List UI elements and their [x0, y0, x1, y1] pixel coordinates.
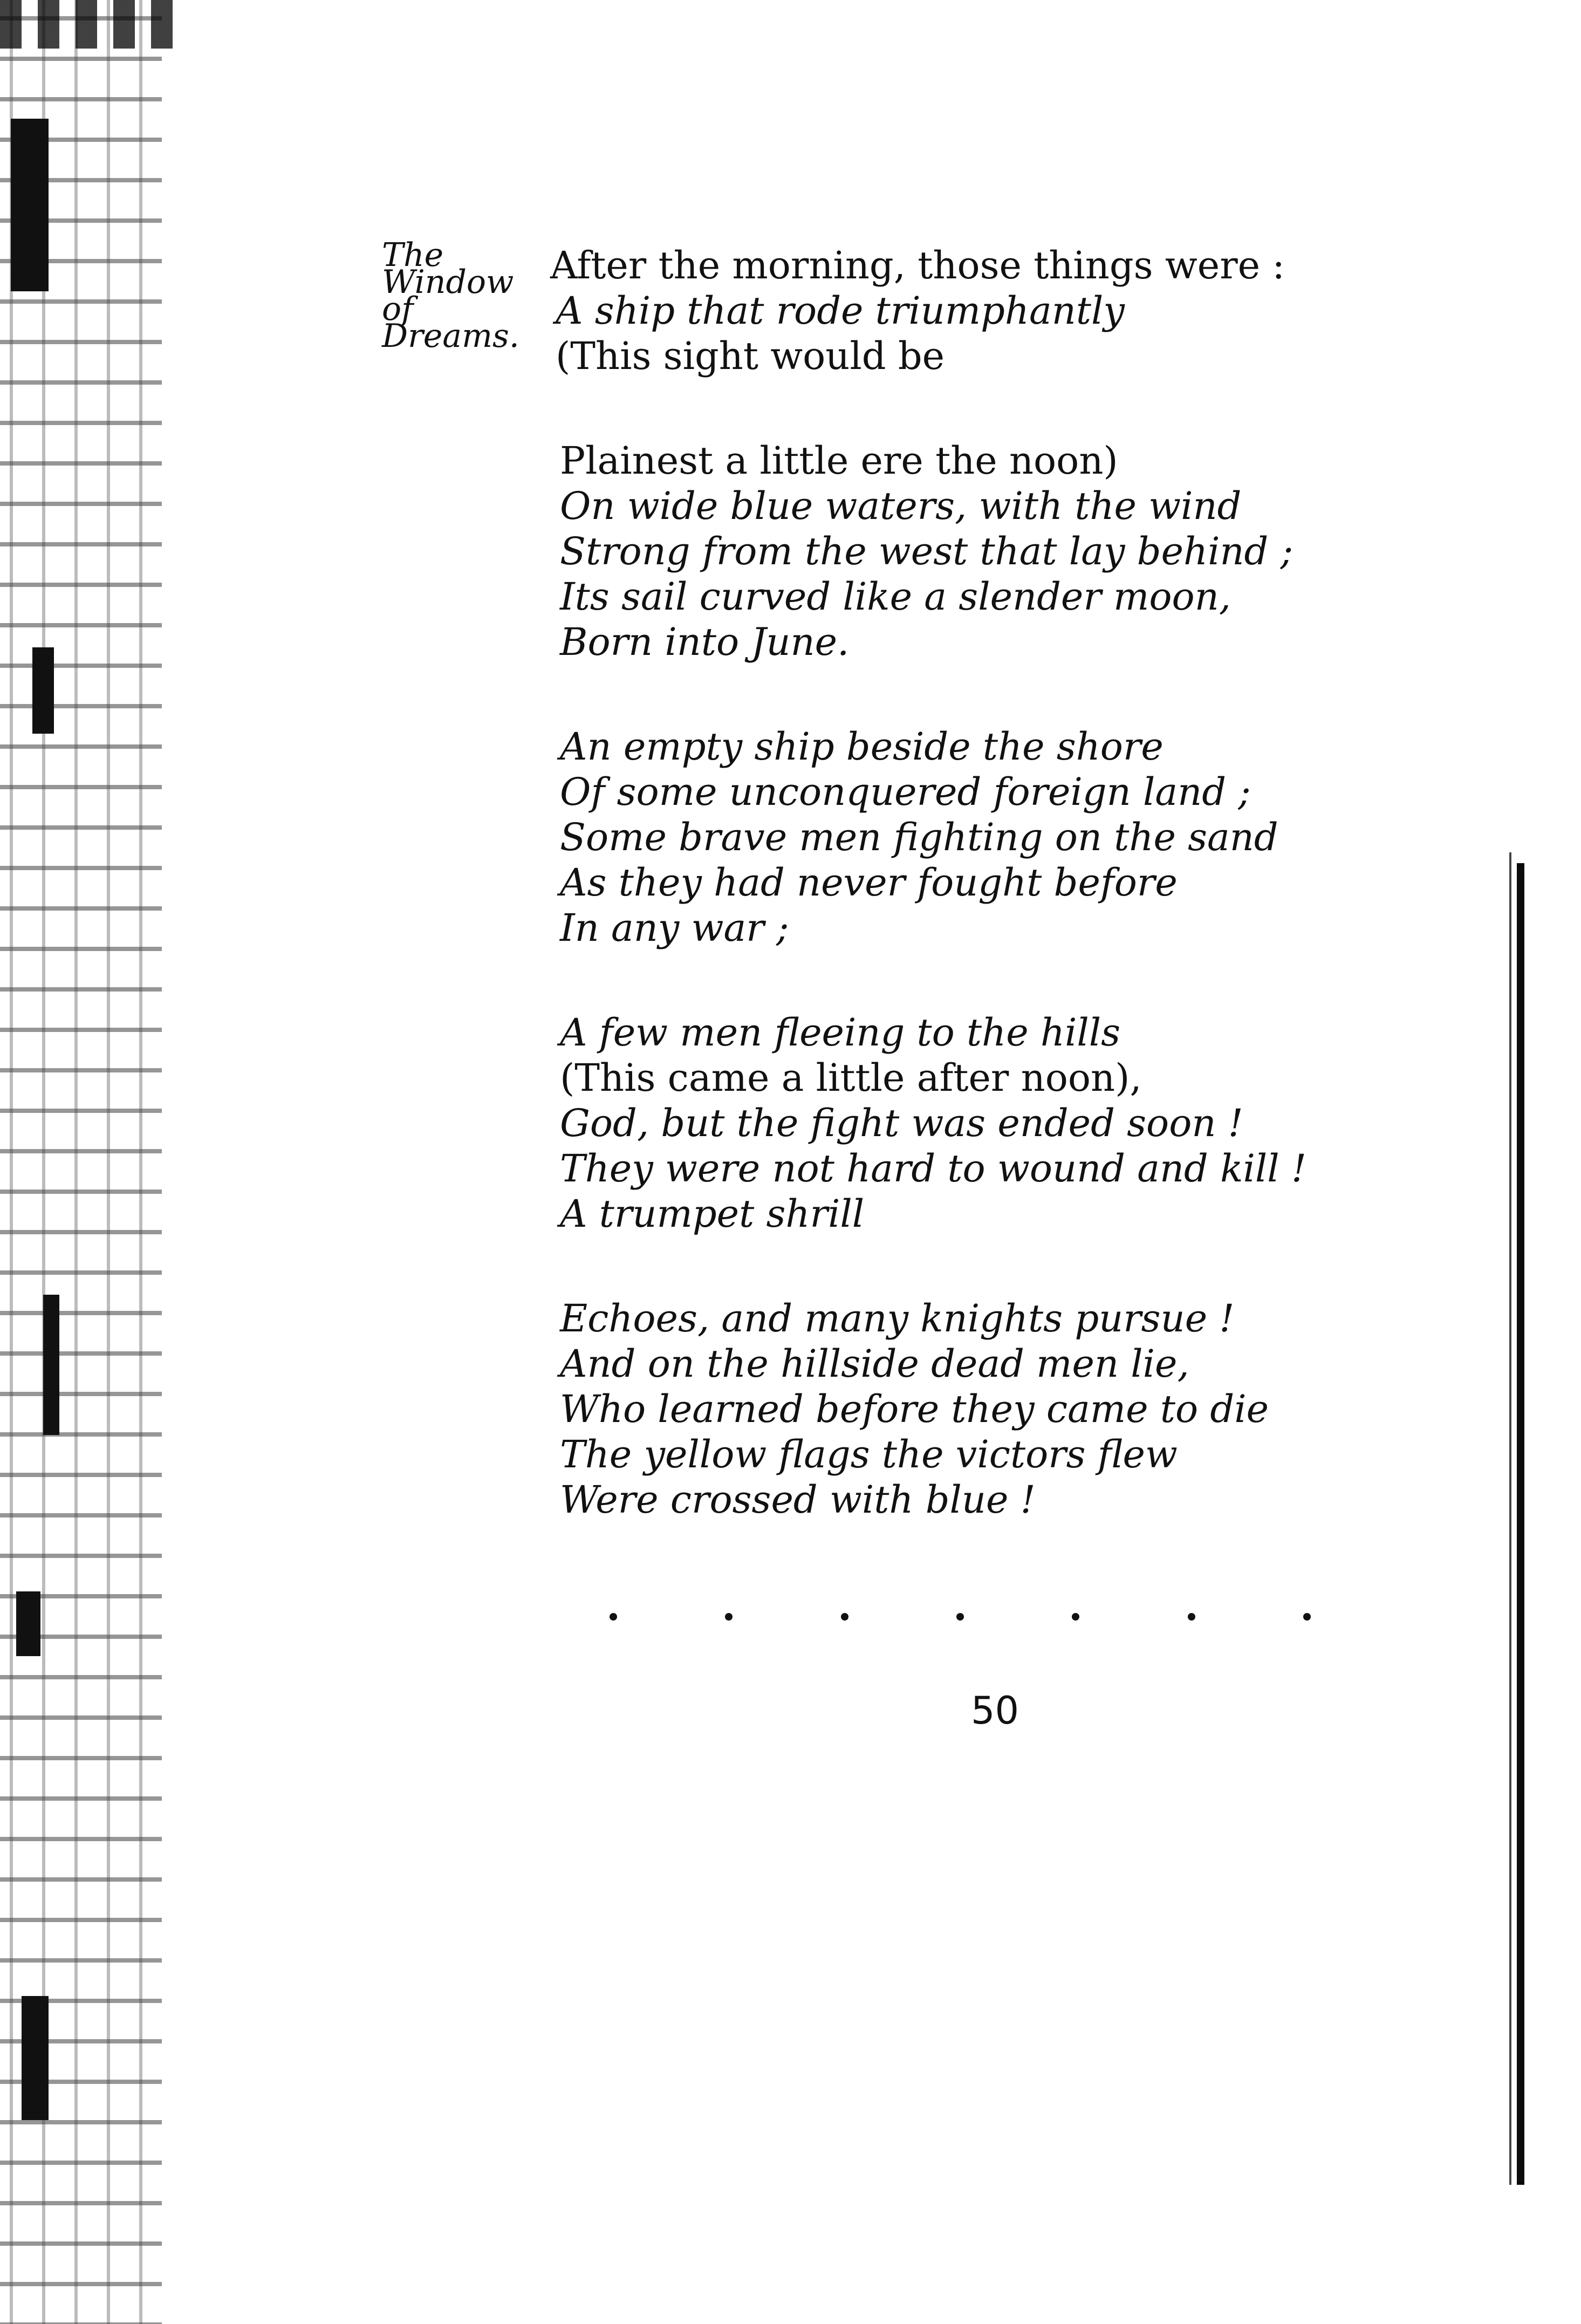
- poem-line: And on the hillside dead men lie,: [560, 1342, 1189, 1386]
- poem-line: God, but the fight was ended soon !: [560, 1101, 1243, 1145]
- dot: [1072, 1613, 1079, 1621]
- dot: [1303, 1613, 1311, 1621]
- dot: [610, 1613, 617, 1621]
- scan-right-edge: [1517, 863, 1524, 2185]
- margin-title: The Window of Dreams.: [382, 236, 519, 355]
- scan-binding-mark: [11, 119, 49, 291]
- scan-binding-mark: [22, 1996, 49, 2120]
- poem-line: Strong from the west that lay behind ;: [560, 529, 1293, 573]
- poem-line: Born into June.: [560, 620, 850, 664]
- stanza-1: [550, 243, 1359, 379]
- poem-line: Who learned before they came to die: [560, 1387, 1269, 1431]
- poem-line: (This sight would be: [556, 334, 945, 378]
- section-break-dots: [610, 1613, 1311, 1621]
- stanza-4: [550, 1010, 1359, 1236]
- scan-binding-mark: [32, 647, 54, 734]
- poem-line: In any war ;: [560, 906, 789, 950]
- stanza-2: [550, 438, 1359, 665]
- stanza-3: [550, 724, 1359, 951]
- poem-line: Some brave men fighting on the sand: [560, 815, 1278, 859]
- scan-right-edge-line: [1509, 852, 1511, 2185]
- poem-line: They were not hard to wound and kill !: [560, 1146, 1307, 1191]
- poem: [550, 243, 1359, 1582]
- poem-line: An empty ship beside the shore: [560, 724, 1163, 769]
- poem-line: On wide blue waters, with the wind: [560, 484, 1242, 528]
- poem-line: Its sail curved like a slender moon,: [560, 575, 1231, 619]
- poem-line: The yellow flags the victors flew: [560, 1432, 1178, 1477]
- stanza-5: [550, 1296, 1359, 1522]
- poem-line: After the morning, those things were :: [550, 243, 1285, 288]
- poem-line: Echoes, and many knights pursue !: [560, 1296, 1235, 1341]
- poem-line: A trumpet shrill: [560, 1192, 865, 1236]
- poem-line: A ship that rode triumphantly: [556, 289, 1125, 333]
- scan-binding-mark: [43, 1295, 59, 1435]
- poem-line: As they had never fought before: [560, 860, 1178, 905]
- dot: [956, 1613, 964, 1621]
- poem-line: A few men fleeing to the hills: [560, 1010, 1121, 1055]
- scan-binding-mark: [16, 1591, 40, 1656]
- poem-line: Plainest a little ere the noon): [560, 439, 1118, 483]
- dot: [725, 1613, 733, 1621]
- dot: [1188, 1613, 1195, 1621]
- scan-binding-edge: [0, 0, 162, 2324]
- page-number: 50: [971, 1689, 1019, 1733]
- dot: [841, 1613, 848, 1621]
- poem-line: Were crossed with blue !: [560, 1478, 1036, 1522]
- poem-line: Of some unconquered foreign land ;: [560, 770, 1251, 814]
- poem-line: (This came a little after noon),: [560, 1056, 1142, 1100]
